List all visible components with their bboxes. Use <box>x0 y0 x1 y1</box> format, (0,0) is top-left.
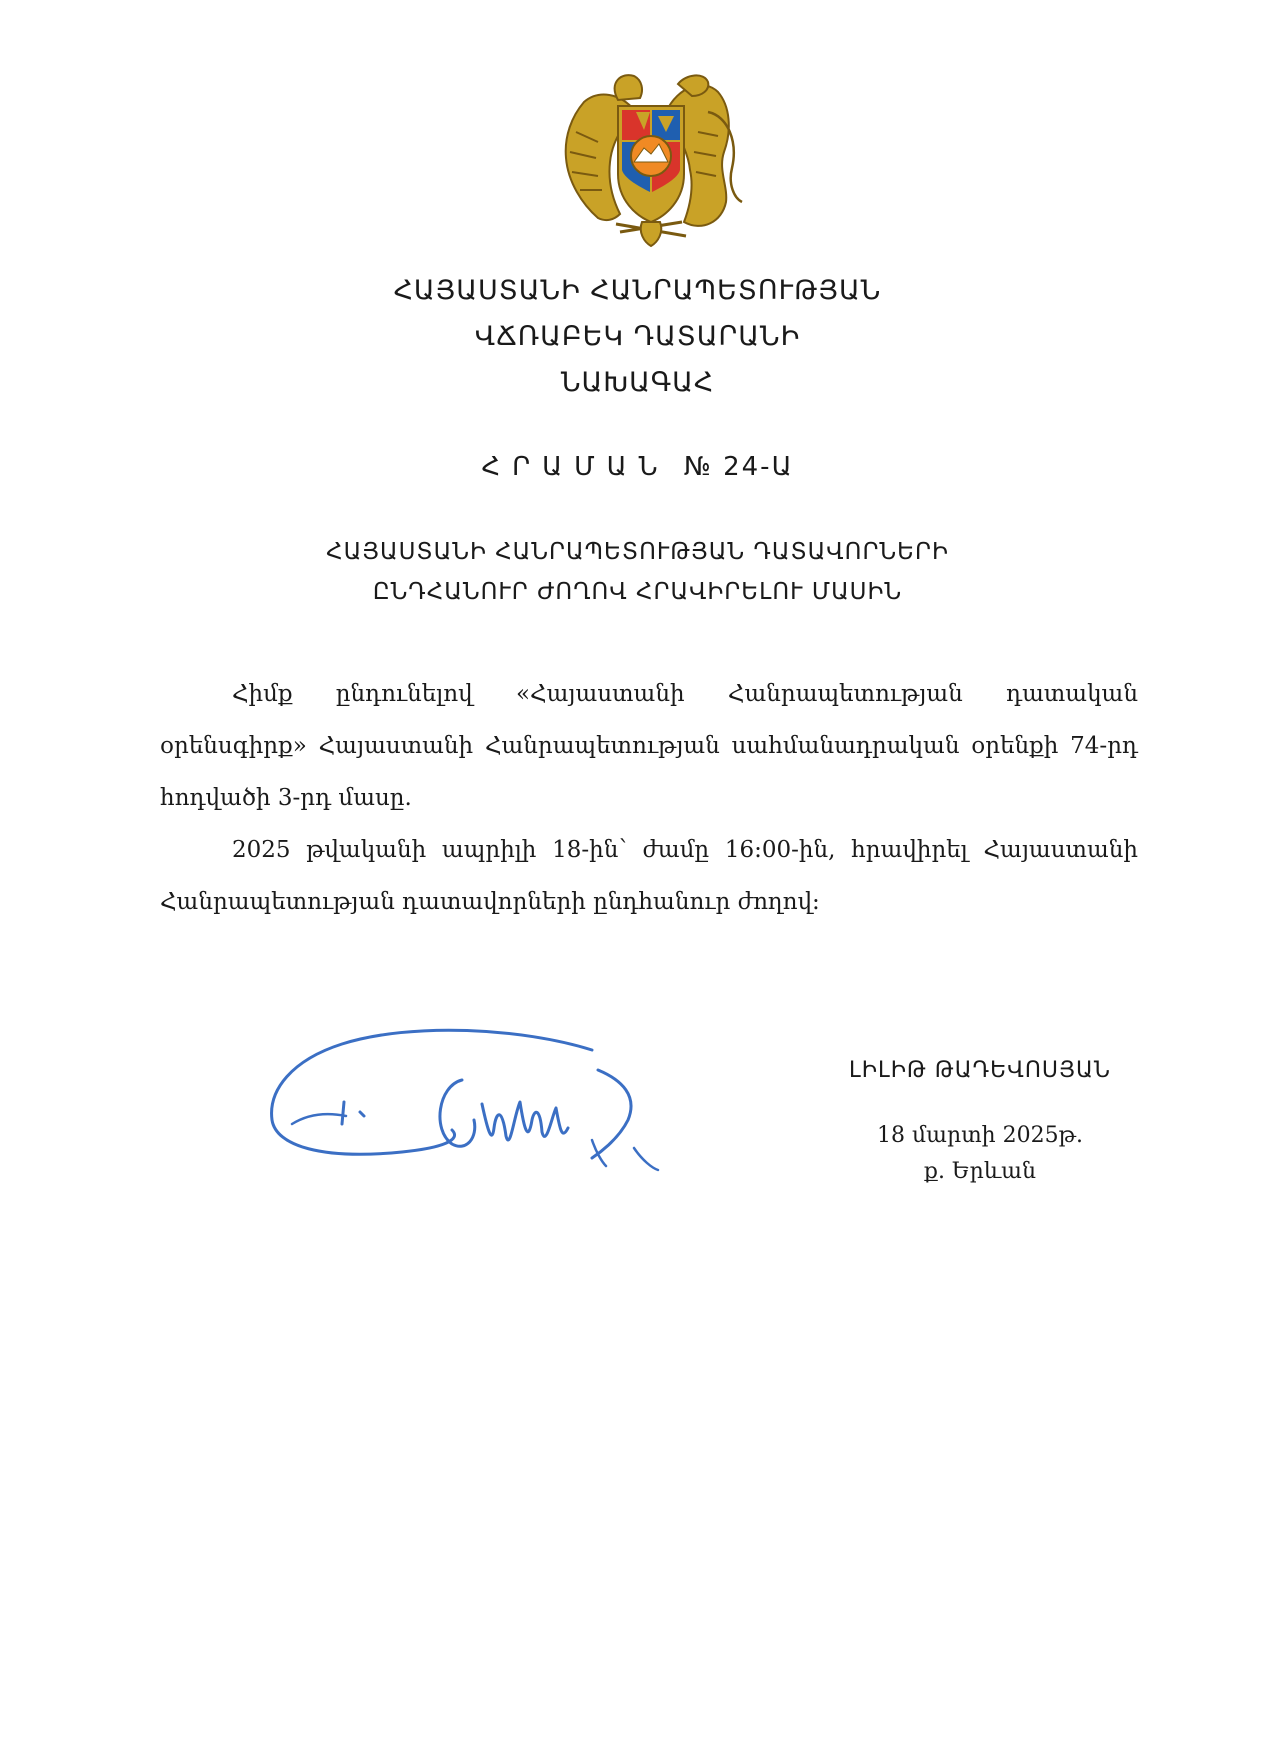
order-subject <box>0 532 1275 612</box>
org-line-court: ՎՃՌԱԲԵԿ ԴԱՏԱՐԱՆԻ <box>474 321 801 352</box>
date-place-block <box>830 1118 1130 1190</box>
body-paragraph-basis: Հիմք ընդունելով «Հայաստանի Հանրապետության դատական օրենսգիրք» Հայաստանի Հանրապետության սահմանադրական օրենքի 74-րդ հոդվածի 3-րդ մասը. <box>160 681 1138 811</box>
signing-date: 18 մարտի 2025թ. <box>877 1123 1083 1148</box>
signatory-name: ԼԻԼԻԹ ԹԱԴԵՎՈՍՅԱՆ <box>849 1058 1111 1083</box>
subject-line-1: ՀԱՅԱՍՏԱՆԻ ՀԱՆՐԱՊԵՏՈՒԹՅԱՆ ԴԱՏԱՎՈՐՆԵՐԻ <box>326 539 949 565</box>
org-line-country: ՀԱՅԱՍՏԱՆԻ ՀԱՆՐԱՊԵՏՈՒԹՅԱՆ <box>393 275 882 306</box>
order-word: ՀՐԱՄԱՆ <box>481 452 670 482</box>
body-paragraph-decision: 2025 թվականի ապրիլի 18-ին՝ ժամը 16:00-ին, հրավիրել Հայաստանի Հանրապետության դատավորների ընդհանուր ժողով: <box>160 837 1138 915</box>
order-body <box>160 668 1138 928</box>
coat-of-arms-emblem <box>558 72 744 250</box>
order-number: № 24-Ա <box>683 452 794 482</box>
organization-header <box>0 268 1275 406</box>
signing-place: ք. Երևան <box>923 1159 1037 1184</box>
org-line-position: ՆԱԽԱԳԱՀ <box>560 367 715 398</box>
subject-line-2: ԸՆԴՀԱՆՈՒՐ ԺՈՂՈՎ ՀՐԱՎԻՐԵԼՈՒ ՄԱՍԻՆ <box>372 579 903 605</box>
order-title <box>0 452 1275 482</box>
handwritten-signature <box>262 1020 742 1210</box>
